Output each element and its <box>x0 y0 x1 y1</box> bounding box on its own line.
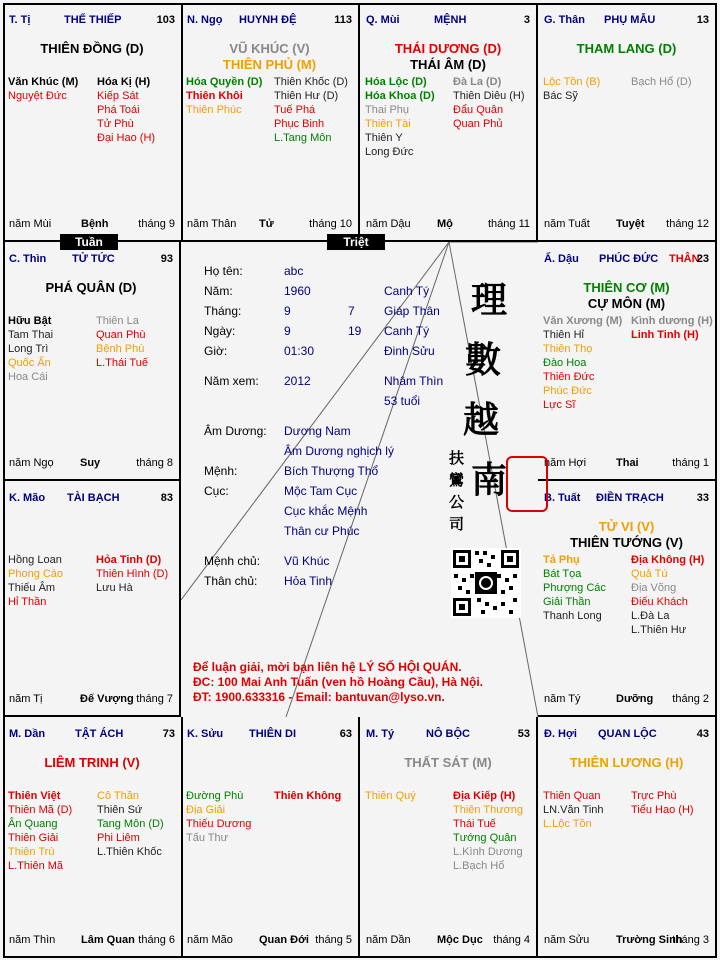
star: L.Thái Tuế <box>96 357 148 369</box>
right-stars <box>96 314 148 370</box>
small-char-3: 公 <box>449 493 465 511</box>
palace-name: THIÊN DI <box>249 728 297 740</box>
star: Phượng Các <box>543 582 606 594</box>
palace-number: 43 <box>696 728 709 740</box>
star: Phúc Đức <box>543 385 592 397</box>
footer-phase: Lâm Quan <box>81 934 135 946</box>
label-nam: Năm: <box>204 284 233 298</box>
palace-dau[interactable] <box>538 242 717 481</box>
value-ngay: 9 <box>284 324 291 338</box>
left-stars <box>543 314 622 412</box>
palace-header <box>366 14 530 28</box>
footer-year: năm Mão <box>187 934 233 946</box>
palace-position: N. Ngọ <box>187 14 223 26</box>
left-stars <box>8 75 78 103</box>
palace-footer <box>9 693 173 707</box>
star: Hỉ Thần <box>8 596 47 608</box>
value-ngay-am: 19 <box>348 324 362 338</box>
palace-footer <box>187 218 352 232</box>
main-star: THAM LANG (D) <box>576 41 677 56</box>
calligraphy-char-1: 理 <box>471 279 508 321</box>
palace-position: B. Tuất <box>544 492 581 504</box>
value-thang: 9 <box>284 304 291 318</box>
palace-header <box>544 14 709 28</box>
footer-month: tháng 2 <box>672 693 709 705</box>
star: Tam Thai <box>8 329 54 341</box>
left-stars <box>8 553 63 609</box>
label-ngay: Ngày: <box>204 324 236 338</box>
footer-phase: Suy <box>80 457 101 469</box>
star: Đẩu Quân <box>453 104 504 116</box>
label-nam-xem: Năm xem: <box>204 374 259 388</box>
star: Tướng Quân <box>453 832 517 844</box>
star: Quả Tú <box>631 568 668 580</box>
main-star: VŨ KHÚC (V) <box>229 41 310 56</box>
star: Phi Liêm <box>97 832 140 844</box>
left-stars <box>186 75 262 117</box>
palace-position: M. Dần <box>9 728 46 740</box>
star: L.Thiên Hư <box>631 624 687 636</box>
value-thang-can: Giáp Thân <box>384 304 440 318</box>
star: Nguyệt Đức <box>8 90 67 102</box>
star: Thiên Việt <box>8 790 61 802</box>
palace-tuat[interactable] <box>538 481 717 717</box>
main-star: THIÊN PHỦ (M) <box>222 57 317 72</box>
star: Văn Xương (M) <box>543 315 623 327</box>
label-am-duong: Âm Dương: <box>204 424 267 438</box>
star: Thiên Tài <box>365 118 411 130</box>
value-cuc: Mộc Tam Cục <box>284 484 358 498</box>
star: Phục Binh <box>274 118 325 130</box>
palace-position: Q. Mùi <box>366 14 400 26</box>
palace-header <box>9 253 173 267</box>
footer-month: tháng 6 <box>138 934 175 946</box>
palace-mao[interactable] <box>3 481 181 717</box>
left-stars <box>543 553 606 623</box>
palace-ti[interactable] <box>3 3 183 242</box>
red-seal <box>506 456 548 512</box>
value-tuoi: 53 tuổi <box>384 394 421 408</box>
footer-month: tháng 11 <box>487 218 530 230</box>
footer-month: tháng 1 <box>672 457 709 469</box>
palace-header <box>544 492 709 506</box>
star: Thiên Diêu (H) <box>453 90 525 102</box>
footer-year: năm Ngọ <box>9 457 54 469</box>
star: Quan Phủ <box>453 118 503 130</box>
contact-line-2: ĐC: 100 Mai Anh Tuấn (ven hồ Hoàng Cầu), Hà Nội. <box>193 675 484 689</box>
value-ngay-can: Canh Tý <box>384 324 430 338</box>
palace-position: K. Sửu <box>187 728 224 740</box>
contact-block <box>193 660 483 705</box>
star: L.Lộc Tồn <box>543 818 592 830</box>
main-star: THIÊN TƯỚNG (V) <box>570 535 683 550</box>
star: L.Tang Môn <box>274 132 332 144</box>
palace-number: 3 <box>523 14 530 26</box>
footer-phase: Thai <box>616 457 639 469</box>
footer-phase: Bệnh <box>81 218 109 230</box>
value-thang-am: 7 <box>348 304 355 318</box>
star: L.Đà La <box>631 610 670 622</box>
main-star: THẤT SÁT (M) <box>404 755 492 770</box>
palace-footer <box>366 934 530 948</box>
star: Thiên Giải <box>8 832 59 844</box>
calligraphy-char-4: 南 <box>471 459 508 501</box>
palace-position: T. Tị <box>9 14 31 26</box>
footer-phase: Mộ <box>437 218 453 230</box>
palace-footer <box>187 934 352 948</box>
palace-header <box>9 492 173 506</box>
footer-month: tháng 8 <box>136 457 173 469</box>
palace-position: Đ. Hợi <box>544 728 577 740</box>
palace-mui[interactable] <box>360 3 538 242</box>
main-star: LIÊM TRINH (V) <box>44 755 140 770</box>
star: Hóa Kị (H) <box>97 76 151 88</box>
star: Hoa Cái <box>8 371 48 383</box>
right-stars <box>453 789 523 873</box>
right-stars <box>97 75 155 145</box>
star: Tiểu Hao (H) <box>631 804 694 816</box>
star: Long Đức <box>365 146 414 158</box>
palace-number: 113 <box>334 14 352 26</box>
star: Quan Phù <box>96 329 146 341</box>
palace-number: 53 <box>517 728 530 740</box>
footer-phase: Đế Vượng <box>80 693 134 705</box>
value-gio-can: Đinh Sửu <box>384 344 435 358</box>
palace-number: 23 <box>696 253 709 265</box>
star: Thiên Hình (D) <box>96 568 169 580</box>
palace-footer <box>9 934 175 948</box>
star: Thiên Không <box>274 790 342 802</box>
small-char-2: 鸞 <box>449 471 465 489</box>
star: Bệnh Phù <box>96 343 145 355</box>
star: Thiên Sứ <box>97 804 143 816</box>
footer-year: năm Hợi <box>544 457 587 469</box>
label-gio: Giờ: <box>204 344 228 358</box>
palace-than[interactable] <box>538 3 717 242</box>
palace-footer <box>544 218 709 232</box>
star: LN.Văn Tinh <box>543 804 604 816</box>
value-cuc-2: Cục khắc Mệnh <box>284 504 368 518</box>
footer-month: tháng 5 <box>315 934 352 946</box>
tuan-tag: Tuần <box>60 234 118 250</box>
main-star: THIÊN LƯƠNG (H) <box>569 755 684 770</box>
palace-header <box>366 728 530 742</box>
qr-code[interactable] <box>451 548 521 618</box>
palace-footer <box>544 934 709 948</box>
palace-ty[interactable] <box>360 717 538 958</box>
palace-name: NÔ BỘC <box>426 728 470 740</box>
calligraphy-char-2: 數 <box>465 339 502 381</box>
star: Thiên Quan <box>543 790 601 802</box>
right-stars <box>631 75 692 89</box>
main-star: CỰ MÔN (M) <box>587 296 666 311</box>
star: Thiên Khôi <box>186 90 243 102</box>
star: Hỏa Tinh (D) <box>96 554 162 566</box>
left-stars <box>365 75 435 159</box>
footer-year: năm Thân <box>187 218 237 230</box>
right-stars <box>274 789 341 803</box>
star: Ân Quang <box>8 818 58 830</box>
footer-year: năm Dậu <box>366 218 411 230</box>
value-nam-xem-can: Nhâm Thìn <box>384 374 444 388</box>
value-gio: 01:30 <box>284 344 315 358</box>
palace-header <box>544 253 709 267</box>
star: Kình dương (H) <box>631 315 713 327</box>
right-stars <box>631 553 704 637</box>
star: L.Kình Dương <box>453 846 523 858</box>
star: Thiên Trù <box>8 846 55 858</box>
star: Lưu Hà <box>96 582 133 594</box>
footer-year: năm Tuất <box>544 218 590 230</box>
main-star: THIÊN ĐỒNG (D) <box>40 41 144 56</box>
footer-year: năm Thìn <box>9 934 56 946</box>
star: L.Thiên Khốc <box>97 846 162 858</box>
palace-number: 83 <box>160 492 173 504</box>
palace-name: TỬ TỨC <box>72 253 115 265</box>
contact-line-3[interactable]: ĐT: 1900.633316 - Email: bantuvan@lyso.vn. <box>193 690 445 704</box>
palace-name: ĐIỀN TRẠCH <box>596 492 664 504</box>
small-char-4: 司 <box>449 515 465 533</box>
footer-year: năm Dần <box>366 934 411 946</box>
palace-number: 33 <box>696 492 709 504</box>
star: Bát Tọa <box>543 568 582 580</box>
left-stars <box>8 314 53 384</box>
small-char-1: 扶 <box>449 449 465 467</box>
palace-position: Ấ. Dậu <box>544 253 579 265</box>
footer-year: năm Mùi <box>9 218 52 230</box>
main-star: THIÊN CƠ (M) <box>583 280 670 295</box>
star: Hóa Lộc (D) <box>365 76 427 88</box>
value-nam: 1960 <box>284 284 311 298</box>
palace-name: HUYNH ĐỆ <box>239 14 297 26</box>
star: Thiên Y <box>365 132 403 144</box>
left-stars <box>365 789 416 803</box>
main-star: PHÁ QUÂN (D) <box>45 280 137 295</box>
calligraphy-char-3: 越 <box>463 399 500 441</box>
star: Điếu Khách <box>631 596 688 608</box>
than-marker: THÂN <box>669 253 700 265</box>
palace-header <box>544 728 709 742</box>
left-stars <box>543 75 600 103</box>
star: Trực Phù <box>631 790 677 802</box>
star: Thiếu Âm <box>8 582 56 594</box>
value-nam-xem: 2012 <box>284 374 311 388</box>
star: Linh Tinh (H) <box>631 329 699 341</box>
palace-name: PHỤ MẪU <box>604 14 656 26</box>
right-stars <box>631 314 713 342</box>
footer-month: tháng 10 <box>309 218 352 230</box>
star: Bác Sỹ <box>543 90 578 102</box>
footer-year: năm Tý <box>544 693 581 705</box>
footer-phase: Tử <box>259 218 274 230</box>
palace-number: 73 <box>162 728 175 740</box>
star: Địa Giải <box>186 804 226 816</box>
star: Thiên Thọ <box>543 343 593 355</box>
star: Thiên Hỉ <box>543 329 584 341</box>
star: L.Bạch Hổ <box>453 860 505 872</box>
value-am-duong-2: Âm Dương nghịch lý <box>284 444 394 458</box>
palace-name: PHÚC ĐỨC <box>599 253 659 265</box>
star: Thiên Hư (D) <box>274 90 339 102</box>
right-stars <box>631 789 694 817</box>
label-ho-ten: Họ tên: <box>204 264 243 278</box>
palace-footer <box>544 693 709 707</box>
footer-phase: Trường Sinh <box>616 934 683 946</box>
value-menh-chu: Vũ Khúc <box>284 554 330 568</box>
star: Kiếp Sát <box>97 90 139 102</box>
main-star: THÁI DƯƠNG (D) <box>394 41 502 56</box>
star: L.Thiên Mã <box>8 860 64 872</box>
footer-phase: Tuyệt <box>616 218 645 230</box>
star: Phong Cáo <box>8 568 64 580</box>
footer-phase: Quan Đới <box>259 934 309 946</box>
star: Thiên La <box>96 315 139 327</box>
star: Lực Sĩ <box>543 399 576 411</box>
palace-suu[interactable] <box>181 717 360 958</box>
label-than-chu: Thân chủ: <box>204 574 258 588</box>
palace-footer <box>366 218 530 232</box>
palace-header <box>9 728 175 742</box>
star: Đào Hoa <box>543 357 587 369</box>
star: Hóa Khoa (D) <box>365 90 435 102</box>
palace-footer <box>9 218 175 232</box>
star: Phá Toái <box>97 104 140 116</box>
palace-name: TẬT ÁCH <box>75 728 124 740</box>
label-cuc: Cục: <box>204 484 229 498</box>
footer-month: tháng 7 <box>136 693 173 705</box>
label-menh: Mệnh: <box>204 464 238 478</box>
star: Thiên Phúc <box>186 104 242 116</box>
palace-number: 13 <box>696 14 709 26</box>
star: Giải Thần <box>543 596 591 608</box>
star: Thái Tuế <box>453 818 496 830</box>
contact-line-1: Để luận giải, mời bạn liên hệ LÝ SỐ HỘI QUÁN. <box>193 660 462 674</box>
footer-phase: Dưỡng <box>616 693 654 705</box>
star: Địa Kiếp (H) <box>453 790 516 802</box>
triet-tag: Triệt <box>327 234 385 250</box>
palace-name: QUAN LỘC <box>598 728 657 740</box>
palace-thin[interactable] <box>3 242 181 481</box>
star: Quốc Ấn <box>8 357 51 369</box>
star: Bạch Hổ (D) <box>631 76 692 88</box>
palace-position: C. Thìn <box>9 253 47 265</box>
right-stars <box>96 553 168 595</box>
palace-hoi[interactable] <box>538 717 717 958</box>
star: Đại Hao (H) <box>97 132 156 144</box>
palace-header <box>187 728 352 742</box>
star: Địa Không (H) <box>631 554 705 566</box>
star: Hữu Bật <box>8 315 52 327</box>
footer-month: tháng 12 <box>666 218 709 230</box>
palace-dan[interactable] <box>3 717 183 958</box>
palace-name: MỆNH <box>434 14 467 26</box>
star: Thiếu Dương <box>186 818 252 830</box>
palace-footer <box>544 457 709 471</box>
palace-number: 63 <box>339 728 352 740</box>
left-stars <box>186 789 251 845</box>
star: Thiên Khốc (D) <box>274 76 348 88</box>
star: Tả Phụ <box>543 554 580 566</box>
palace-name: THẾ THIẾP <box>64 14 122 26</box>
footer-month: tháng 9 <box>138 218 175 230</box>
value-nam-can: Canh Tý <box>384 284 430 298</box>
value-ho-ten: abc <box>284 264 304 278</box>
star: Thiên Quý <box>365 790 416 802</box>
palace-position: M. Tý <box>366 728 395 740</box>
value-menh: Bích Thượng Thổ <box>284 464 379 478</box>
star: Lộc Tồn (B) <box>543 76 601 88</box>
palace-position: G. Thân <box>544 14 585 26</box>
palace-number: 93 <box>160 253 173 265</box>
star: Cô Thần <box>97 790 139 802</box>
left-stars <box>543 789 604 831</box>
star: Văn Khúc (M) <box>8 76 79 88</box>
right-stars <box>97 789 164 859</box>
label-thang: Tháng: <box>204 304 242 318</box>
palace-position: K. Mão <box>9 492 46 504</box>
palace-footer <box>9 457 173 471</box>
star: Long Trì <box>8 343 49 355</box>
palace-ngo[interactable] <box>181 3 360 242</box>
star: Đà La (D) <box>453 76 502 88</box>
main-star: THÁI ÂM (D) <box>410 57 486 72</box>
palace-name: TÀI BẠCH <box>67 492 120 504</box>
star: Thiên Thương <box>453 804 524 816</box>
main-star: TỬ VI (V) <box>598 519 655 534</box>
star: Đường Phù <box>186 790 244 802</box>
star: Thai Phụ <box>365 104 410 116</box>
footer-year: năm Tị <box>9 693 43 705</box>
value-than-chu: Hỏa Tinh <box>284 574 333 588</box>
right-stars <box>453 75 525 131</box>
footer-phase: Mộc Dục <box>437 934 483 946</box>
star: Thiên Đức <box>543 371 595 383</box>
star: Tuế Phá <box>274 104 316 116</box>
value-cuc-3: Thân cư Phúc <box>284 524 360 538</box>
star: Hồng Loan <box>8 554 62 566</box>
star: Thiên Mã (D) <box>8 804 73 816</box>
footer-year: năm Sửu <box>544 934 590 946</box>
palace-number: 103 <box>156 14 175 26</box>
footer-month: tháng 3 <box>672 934 709 946</box>
star: Thanh Long <box>543 610 602 622</box>
label-menh-chu: Mệnh chủ: <box>204 554 261 568</box>
star: Tử Phù <box>97 118 134 130</box>
center-info-panel <box>181 242 538 717</box>
palace-header <box>9 14 175 28</box>
star: Địa Võng <box>631 582 677 594</box>
star: Tấu Thư <box>186 832 229 844</box>
right-stars <box>274 75 348 145</box>
value-am-duong: Dương Nam <box>284 424 351 438</box>
left-stars <box>8 789 72 873</box>
footer-month: tháng 4 <box>493 934 530 946</box>
palace-header <box>187 14 352 28</box>
star: Hóa Quyền (D) <box>186 76 263 88</box>
star: Tang Môn (D) <box>97 818 164 830</box>
